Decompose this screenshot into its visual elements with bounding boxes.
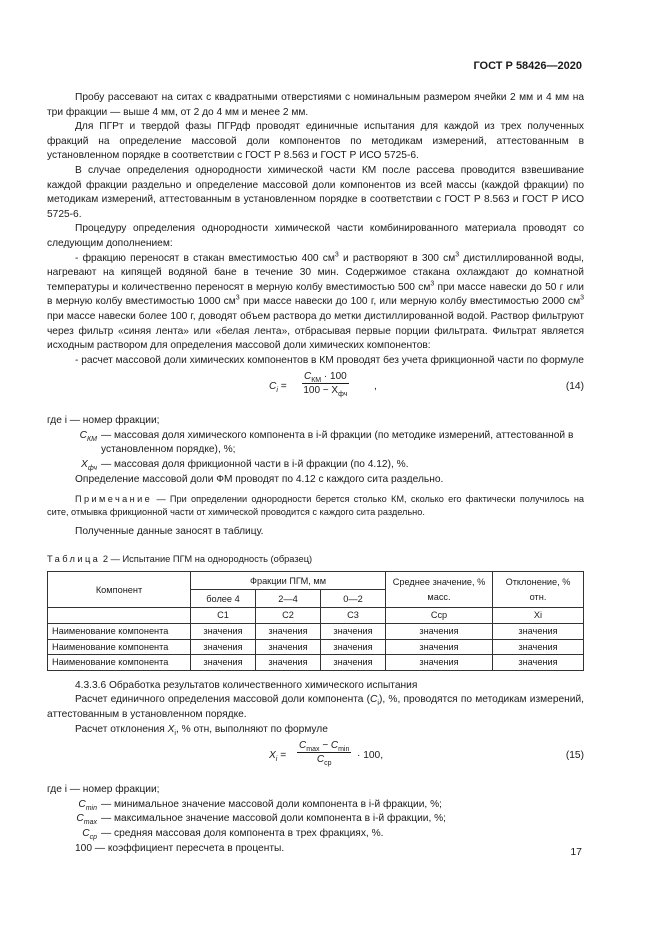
formula-14-lhs: $C_i$ = — [269, 381, 287, 395]
page-number: 17 — [570, 846, 582, 858]
formula-15-tail: · 100, — [357, 750, 384, 762]
table-symbol-c3: C3 — [321, 608, 386, 624]
note: Примечание — При определении однородности берется столько КМ, сколько его фактически получилось на сите, отмывка фрикционной части от химической проводится с каждого сита раздельно. — [47, 494, 584, 518]
table-header-fractions: Фракции ПГМ, мм — [191, 572, 386, 590]
table-row: Наименование компонента значения значения значения значения значения — [48, 655, 584, 671]
definition-100: 100 — коэффициент пересчета в проценты. — [75, 842, 285, 854]
paragraph-single-determination: Расчет единичного определения массовой доли компонента $(C_i)$, %, проводятся по методикам измерений, аттестованным в установленном порядке. — [47, 694, 584, 720]
paragraph-table-intro: Полученные данные заносят в таблицу. — [75, 526, 264, 538]
formula-14-fraction — [302, 370, 349, 397]
table-header-fraction-1: более 4 — [191, 590, 256, 608]
paragraph-calculation: - расчет массовой доли химических компонентов в КМ проводят без учета фрикционной части по формуле — [75, 354, 584, 366]
formula-14-denominator: $100 - X_{фч}$ — [303, 385, 348, 399]
table-header-component: Компонент — [48, 572, 191, 608]
document-body — [47, 91, 584, 856]
table-header-deviation: Отклонение, % отн. — [493, 572, 584, 608]
paragraph-deviation: Расчет отклонения $X_i$, % отн, выполняют по формуле — [75, 723, 328, 737]
definition-cmax: $C_{max}$ — максимальное значение массовой доли компонента в i-й фракции, %; — [76, 813, 446, 827]
formula-14 — [47, 370, 584, 410]
paragraph-fm: Определение массовой доли ФМ проводят по 4.12 с каждого сита раздельно. — [75, 473, 444, 485]
definitions-15 — [47, 798, 584, 842]
paragraph-dissolution: - фракцию переносят в стакан вместимостью 400 $см^3$ и растворяют в 300 $см^3$ дистиллированной воды, нагревают на кипящей водяной бане в течение 30 мин. Содержимое стакана охлаждают до комнатной температуры и количественно переносят в мерную колбу вместимостью 500 $см^3$ при массе навески до 50 г или в мерную колбу вместимостью 1000 $см^3$ при массе навески до 100 г, или мерную колбу вместимостью 2000 $см^3$ при массе навески более 100 г, доводят объем раствора до метки дистиллированной водой. Раствор фильтруют через фильтр «синяя лента» или «белая лента», отбрасывая первые порции фильтрата. Фильтрат является исходным раствором для определения массовой доли химических компонентов: — [47, 251, 584, 352]
formula-15-denominator: $C_{ср}$ — [316, 754, 332, 768]
formula-14-numerator: $C_{КМ} \cdot 100$ — [304, 371, 347, 385]
definition-xfch: $X_{фч}$ — массовая доля фрикционной части в i-й фракции (по 4.12), %. — [81, 459, 409, 473]
formula-15-fraction — [297, 739, 351, 766]
definition-cmin: $C_{min}$ — минимальное значение массовой доли компонента в i-й фракции, %; — [78, 798, 442, 812]
homogeneity-table — [47, 571, 584, 670]
table-symbol-c1: C1 — [191, 608, 256, 624]
paragraph-pgr-tests: Для ПГРт и твердой фазы ПГРдф проводят единичные испытания для каждой из трех полученных фракций на определение массовой доли компонентов по методикам измерений, аттестованным в установленном порядке в соответствии с ГОСТ Р 8.563 и ГОСТ Р ИСО 5725-6. — [47, 121, 584, 162]
section-heading-4-3-3-6: 4.3.3.6 Обработка результатов количественного химического испытания — [75, 679, 418, 691]
table-symbol-deviation: Xi — [493, 608, 584, 624]
where-15: где i — номер фракции; — [47, 784, 160, 796]
table-symbol-c2: C2 — [256, 608, 321, 624]
formula-14-tail: , — [374, 381, 377, 393]
definitions-14 — [47, 429, 584, 473]
table-caption: Таблица 2 — Испытание ПГМ на однородность (образец) — [47, 553, 313, 564]
table-header-mean: Среднее значение, % масс. — [386, 572, 493, 608]
paragraph-sieving: Пробу рассевают на ситах с квадратными отверстиями с номинальным размером ячейки 2 мм и 4 мм на три фракции — выше 4 мм, от 2 до 4 мм и менее 2 мм. — [47, 92, 584, 118]
table-symbol-mean: Cср — [386, 608, 493, 624]
table-row: Наименование компонента значения значения значения значения значения — [48, 639, 584, 655]
table-row: Наименование компонента значения значения значения значения значения — [48, 624, 584, 640]
formula-15-number: (15) — [565, 750, 584, 762]
formula-15-lhs: $X_i$ = — [269, 750, 287, 764]
where-14: где i — номер фракции; — [47, 415, 160, 427]
formula-14-number: (14) — [565, 381, 584, 393]
paragraph-procedure: Процедуру определения однородности химической части комбинированного материала проводят со следующим дополнением: — [47, 223, 584, 249]
paragraph-km-homogeneity: В случае определения однородности химической части КМ после рассева проводится взвешивание каждой фракции раздельно и определение массовой доли компонентов из всей массы (каждой фракции) по методикам измерений, аттестованным в установленном порядке в соответствии с ГОСТ Р 8.563 и ГОСТ Р ИСО 5725-6. — [47, 164, 584, 220]
formula-15 — [47, 739, 584, 779]
table-header-fraction-2: 2—4 — [256, 590, 321, 608]
definition-ckm: $C_{КМ}$ — массовая доля химического компонента в i-й фракции (по методике измерений, аттестованной в установленном порядке), %; — [79, 429, 574, 456]
standard-header: ГОСТ Р 58426—2020 — [473, 60, 582, 72]
table-header-fraction-3: 0—2 — [321, 590, 386, 608]
formula-15-numerator: $C_{max} - C_{min}$ — [299, 740, 350, 754]
definition-cmean: $C_{ср}$ — средняя массовая доля компонента в трех фракциях, %. — [82, 827, 384, 841]
